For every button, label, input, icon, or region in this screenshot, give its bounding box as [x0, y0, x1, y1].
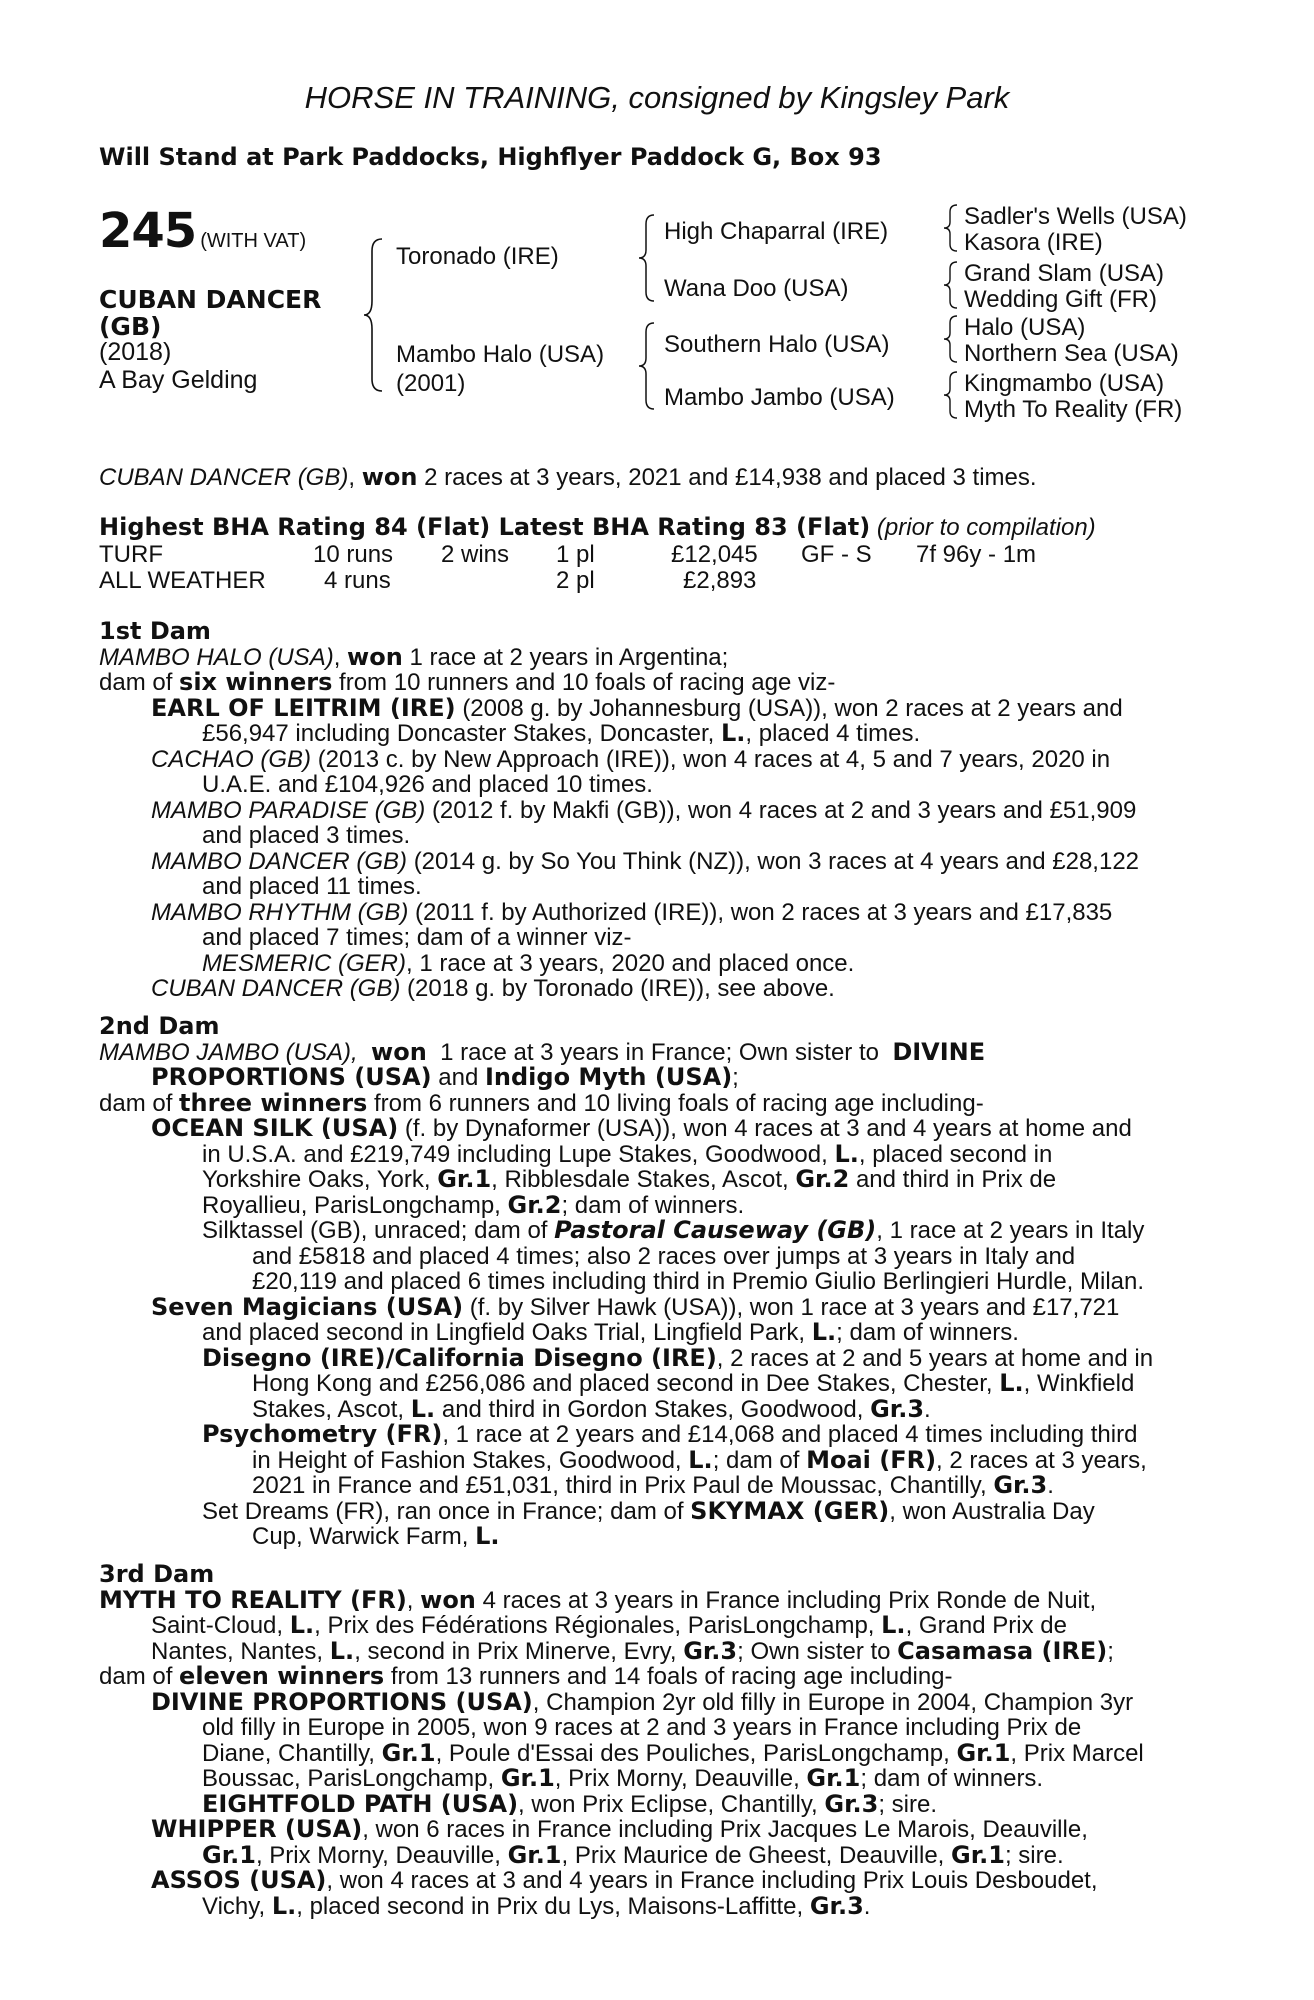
pedigree-g3-5: Northern Sea (USA): [964, 340, 1179, 367]
pedigree-g3-3: Wedding Gift (FR): [964, 286, 1157, 313]
pedigree-dam-dam: Mambo Jambo (USA): [664, 384, 895, 411]
pedigree-g3-6: Kingmambo (USA): [964, 370, 1165, 397]
progeny-entry: DIVINE PROPORTIONS (USA), Champion 2yr old filly in Europe in 2004, Champion 3yr: [151, 1689, 1134, 1715]
pedigree-sire-dam: Wana Doo (USA): [664, 275, 849, 302]
progeny-entry: CACHAO (GB) (2013 c. by New Approach (IRE)), won 4 races at 4, 5 and 7 years, 2020 in: [151, 746, 1111, 772]
record-aw-row: ALL WEATHER 4 runs 2 pl £2,893: [99, 567, 757, 594]
progeny-entry: EARL OF LEITRIM (IRE) (2008 g. by Johannesburg (USA)), won 2 races at 2 years and: [151, 695, 1123, 721]
progeny-entry: Psychometry (FR), 1 race at 2 years and £14,068 and placed 4 times including third: [202, 1422, 1138, 1448]
progeny-entry: Disegno (IRE)/California Disegno (IRE), 2 races at 2 and 5 years at home and in: [202, 1345, 1154, 1371]
progeny-entry: CUBAN DANCER (GB) (2018 g. by Toronado (IRE)), see above.: [151, 976, 835, 1002]
section-heading: 3rd Dam: [99, 1562, 215, 1588]
lot-number: 245: [99, 203, 197, 259]
stand-location: Will Stand at Park Paddocks, Highflyer Paddock G, Box 93: [99, 143, 882, 171]
lot-number-block: [99, 203, 306, 259]
progeny-entry: EIGHTFOLD PATH (USA), won Prix Eclipse, Chantilly, Gr.3; sire.: [202, 1791, 938, 1817]
pedigree-g3-7: Myth To Reality (FR): [964, 396, 1183, 423]
pedigree-brace-g3-1: [940, 202, 962, 254]
progeny-entry: WHIPPER (USA), won 6 races in France including Prix Jacques Le Marois, Deauville,: [151, 1817, 1088, 1843]
progeny-entry: MAMBO RHYTHM (GB) (2011 f. by Authorized (IRE)), won 2 races at 3 years and £17,835: [151, 899, 1113, 925]
horse-info: [99, 338, 257, 394]
third-dam-section: 3rd Dam MYTH TO REALITY (FR), won 4 races at 3 years in France including Prix Ronde de Nuit, Saint-Cloud, L., Prix des Fédérations Régionales, ParisLongchamp, L., Grand Prix de Nantes, Nantes, L., second in Prix Minerve, Evry, Gr.3; Own sister to Casamasa (IRE); dam of eleven winners from 13 runners and 14 foals of racing age including- DIVINE PROPORTIONS (USA), Champion 2yr old filly in Europe in 2004, Champion 3yr old filly in Europe in 2005, won 9 races at 2 and 3 years in France including Prix de Diane, Chantilly, Gr.1, Poule d'Essai des Pouliches, ParisLongchamp, Gr.1, Prix Marcel Boussac, ParisLongchamp, Gr.1, Prix Morny, Deauville, Gr.1; dam of winners. EIGHTFOLD PATH (USA), won Prix Eclipse, Chantilly, Gr.3; sire. WHIPPER (USA), won 6 races in France including Prix Jacques Le Marois, Deauville, Gr.1, Prix Morny, Deauville, Gr.1, Prix Maurice de Gheest, Deauville, Gr.1; sire. ASSOS (USA), won 4 races at 3 and 4 years in France including Prix Louis Desboudet, Vichy, L., placed second in Prix du Lys, Maisons-Laffitte, Gr.3.: [99, 1562, 1209, 1919]
progeny-entry: MESMERIC (GER), 1 race at 3 years, 2020 and placed once.: [202, 950, 855, 976]
progeny-entry: MAMBO PARADISE (GB) (2012 f. by Makfi (GB)), won 4 races at 2 and 3 years and £51,909: [151, 797, 1137, 823]
progeny-entry: Seven Magicians (USA) (f. by Silver Hawk (USA)), won 1 race at 3 years and £17,721: [151, 1294, 1120, 1320]
progeny-entry: OCEAN SILK (USA) (f. by Dynaformer (USA)), won 4 races at 3 and 4 years at home and: [151, 1116, 1132, 1142]
pedigree-brace-g3-2: [940, 259, 962, 311]
second-dam-section: 2nd Dam MAMBO JAMBO (USA), won 1 race at 3 years in France; Own sister to DIVINE PROPORTIONS (USA) and Indigo Myth (USA); dam of three winners from 6 runners and 10 living foals of racing age including- OCEAN SILK (USA) (f. by Dynaformer (USA)), won 4 races at 3 and 4 years at home and in U.S.A. and £219,749 including Lupe Stakes, Goodwood, L., placed second in Yorkshire Oaks, York, Gr.1, Ribblesdale Stakes, Ascot, Gr.2 and third in Prix de Royallieu, ParisLongchamp, Gr.2; dam of winners. Silktassel (GB), unraced; dam of Pastoral Causeway (GB), 1 race at 2 years in Italy and £5818 and placed 4 times; also 2 races over jumps at 3 years in Italy and £20,119 and placed 6 times including third in Premio Giulio Berlingieri Hurdle, Milan. Seven Magicians (USA) (f. by Silver Hawk (USA)), won 1 race at 3 years and £17,721 and placed second in Lingfield Oaks Trial, Lingfield Park, L.; dam of winners. Disegno (IRE)/California Disegno (IRE), 2 races at 2 and 5 years at home and in Hong Kong and £256,086 and placed second in Dee Stakes, Chester, L., Winkfield Stakes, Ascot, L. and third in Gordon Stakes, Goodwood, Gr.3. Psychometry (FR), 1 race at 2 years and £14,068 and placed 4 times including third in Height of Fashion Stakes, Goodwood, L.; dam of Moai (FR), 2 races at 3 years, 2021 in France and £51,031, third in Prix Paul de Moussac, Chantilly, Gr.3. Set Dreams (FR), ran once in France; dam of SKYMAX (GER), won Australia Day Cup, Warwick Farm, L.: [99, 1014, 1209, 1550]
page-title: HORSE IN TRAINING, consigned by Kingsley Park: [304, 80, 1010, 115]
pedigree-brace-gen1: [360, 235, 390, 395]
pedigree-g3-4: Halo (USA): [964, 314, 1086, 341]
pedigree-sire: Toronado (IRE): [396, 243, 559, 270]
horse-description: A Bay Gelding: [99, 366, 258, 394]
rating-block: [99, 515, 1209, 541]
pedigree-g3-0: Sadler's Wells (USA): [964, 203, 1187, 230]
pedigree-g3-2: Grand Slam (USA): [964, 260, 1165, 287]
pedigree-dam: Mambo Halo (USA): [396, 341, 605, 368]
pedigree-dam-year: (2001): [396, 370, 466, 397]
vat-label: (WITH VAT): [200, 230, 307, 252]
foaling-year: (2018): [99, 338, 172, 366]
pedigree-sire-sire: High Chaparral (IRE): [664, 218, 889, 245]
pedigree-brace-dam: [636, 320, 660, 412]
race-summary: CUBAN DANCER (GB), won 2 races at 3 years, 2021 and £14,938 and placed 3 times.: [99, 465, 1037, 491]
record-turf-row: TURF 10 runs 2 wins 1 pl £12,045 GF - S 7f 96y - 1m: [99, 541, 1037, 568]
progeny-entry: ASSOS (USA), won 4 races at 3 and 4 years in France including Prix Louis Desboudet,: [151, 1868, 1098, 1894]
first-dam-section: 1st Dam MAMBO HALO (USA), won 1 race at 2 years in Argentina; dam of six winners from 10 runners and 10 foals of racing age viz- EARL OF LEITRIM (IRE) (2008 g. by Johannesburg (USA)), won 2 races at 2 years and £56,947 including Doncaster Stakes, Doncaster, L., placed 4 times. CACHAO (GB) (2013 c. by New Approach (IRE)), won 4 races at 4, 5 and 7 years, 2020 in U.A.E. and £104,926 and placed 10 times. MAMBO PARADISE (GB) (2012 f. by Makfi (GB)), won 4 races at 2 and 3 years and £51,909 and placed 3 times. MAMBO DANCER (GB) (2014 g. by So You Think (NZ)), won 3 races at 4 years and £28,122 and placed 11 times. MAMBO RHYTHM (GB) (2011 f. by Authorized (IRE)), won 2 races at 3 years and £17,835 and placed 7 times; dam of a winner viz- MESMERIC (GER), 1 race at 3 years, 2020 and placed once. CUBAN DANCER (GB) (2018 g. by Toronado (IRE)), see above.: [99, 619, 1209, 1002]
pedigree-brace-sire: [636, 212, 660, 304]
rating-note: (prior to compilation): [876, 515, 1096, 541]
progeny-entry: Set Dreams (FR), ran once in France; dam of SKYMAX (GER), won Australia Day: [202, 1498, 1095, 1524]
pedigree-dam-sire: Southern Halo (USA): [664, 331, 890, 358]
pedigree-brace-g3-3: [940, 313, 962, 365]
section-heading: 1st Dam: [99, 619, 211, 645]
pedigree-g3-1: Kasora (IRE): [964, 229, 1103, 256]
progeny-entry: MAMBO DANCER (GB) (2014 g. by So You Think (NZ)), won 3 races at 4 years and £28,122: [151, 848, 1140, 874]
section-heading: 2nd Dam: [99, 1014, 220, 1040]
progeny-entry: Silktassel (GB), unraced; dam of Pastoral Causeway (GB), 1 race at 2 years in Italy: [202, 1218, 1145, 1244]
pedigree-brace-g3-4: [940, 369, 962, 421]
rating: Highest BHA Rating 84 (Flat) Latest BHA Rating 83 (Flat): [99, 515, 871, 541]
horse-name: CUBAN DANCER (GB): [99, 285, 322, 341]
